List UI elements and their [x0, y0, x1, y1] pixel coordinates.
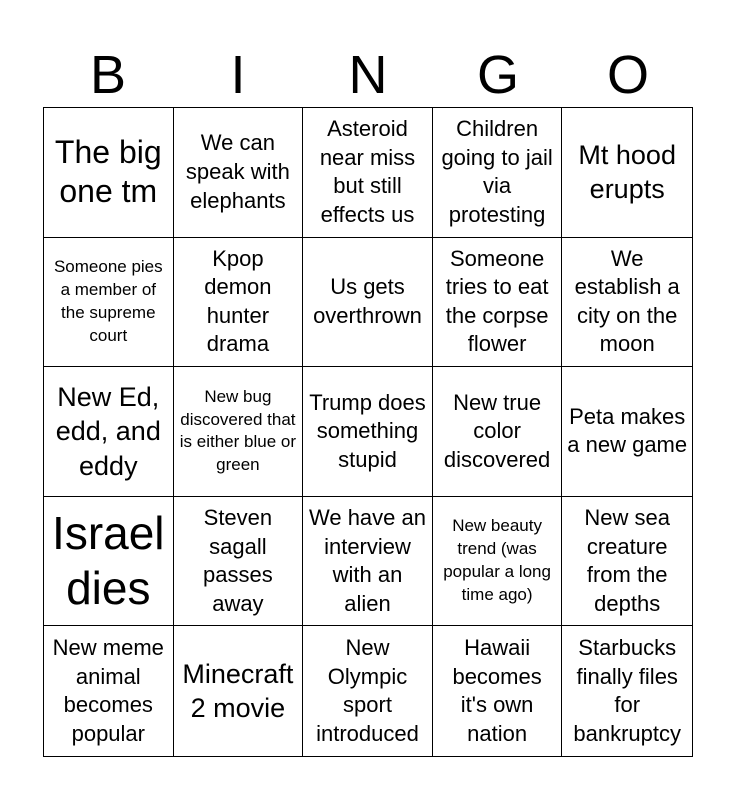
bingo-cell[interactable] [44, 108, 174, 238]
bingo-cell-text: Someone tries to eat the corpse flower [445, 245, 549, 357]
bingo-cell[interactable] [562, 626, 692, 756]
bingo-cell-text: Mt hood erupts [578, 139, 676, 205]
bingo-cell[interactable] [174, 238, 304, 368]
bingo-cell-text: Minecraft 2 movie [182, 658, 294, 724]
header-letter-g: G [476, 45, 519, 105]
bingo-cell[interactable] [433, 497, 563, 627]
bingo-cell[interactable] [433, 108, 563, 238]
bingo-cell-text: We can speak with elephants [185, 130, 290, 213]
bingo-cell[interactable] [174, 367, 304, 497]
bingo-cell-text: Us gets overthrown [313, 274, 422, 328]
bingo-cell-text: New bug discovered that is either blue or green [179, 386, 296, 475]
bingo-cell[interactable] [44, 238, 174, 368]
bingo-cell-text: Starbucks finally files for bankruptcy [573, 635, 681, 746]
bingo-cell-text: New beauty trend (was popular a long time ago) [443, 516, 551, 605]
bingo-cell[interactable] [44, 367, 174, 497]
bingo-cell[interactable] [174, 626, 304, 756]
header-letter-i: I [230, 45, 246, 105]
header-letter-n: N [348, 45, 388, 105]
bingo-cell-text: Trump does something stupid [309, 389, 426, 472]
bingo-cell[interactable] [303, 626, 433, 756]
bingo-cell-text: New true color discovered [443, 389, 551, 472]
bingo-cell[interactable] [433, 238, 563, 368]
bingo-cell[interactable] [433, 367, 563, 497]
bingo-cell-text: We establish a city on the moon [574, 245, 680, 357]
bingo-cell[interactable] [44, 626, 174, 756]
bingo-cell-text: We have an interview with an alien [308, 504, 426, 616]
bingo-cell-text: New Olympic sport introduced [316, 635, 419, 746]
bingo-cell[interactable] [44, 497, 174, 627]
bingo-cell[interactable] [303, 497, 433, 627]
bingo-cell[interactable] [562, 108, 692, 238]
header-letter-o: O [606, 45, 649, 105]
bingo-cell[interactable] [562, 367, 692, 497]
bingo-cell-text: The big one tm [54, 134, 162, 210]
bingo-cell-text: Children going to jail via protesting [441, 116, 553, 227]
header-letter-b: B [89, 45, 127, 105]
bingo-cell-text: Hawaii becomes it's own nation [452, 635, 542, 746]
bingo-cell-text: Someone pies a member of the supreme court [53, 257, 163, 345]
bingo-header [43, 44, 693, 106]
bingo-cell-text: Asteroid near miss but still effects us [319, 116, 416, 227]
bingo-cell[interactable] [303, 367, 433, 497]
bingo-cell[interactable] [174, 497, 304, 627]
bingo-cell-text: New Ed, edd, and eddy [55, 381, 161, 481]
bingo-cell[interactable] [303, 238, 433, 368]
bingo-cell[interactable] [174, 108, 304, 238]
bingo-cell[interactable] [303, 108, 433, 238]
bingo-cell[interactable] [433, 626, 563, 756]
bingo-cell-text: Israel dies [52, 506, 165, 615]
bingo-cell[interactable] [562, 238, 692, 368]
bingo-cell-text: Steven sagall passes away [203, 504, 273, 616]
bingo-grid [43, 107, 693, 757]
bingo-cell-text: New sea creature from the depths [584, 504, 670, 616]
bingo-cell-text: Peta makes a new game [567, 403, 688, 458]
bingo-cell[interactable] [562, 497, 692, 627]
bingo-cell-text: Kpop demon hunter drama [204, 245, 272, 357]
bingo-cell-text: New meme animal becomes popular [52, 635, 164, 746]
